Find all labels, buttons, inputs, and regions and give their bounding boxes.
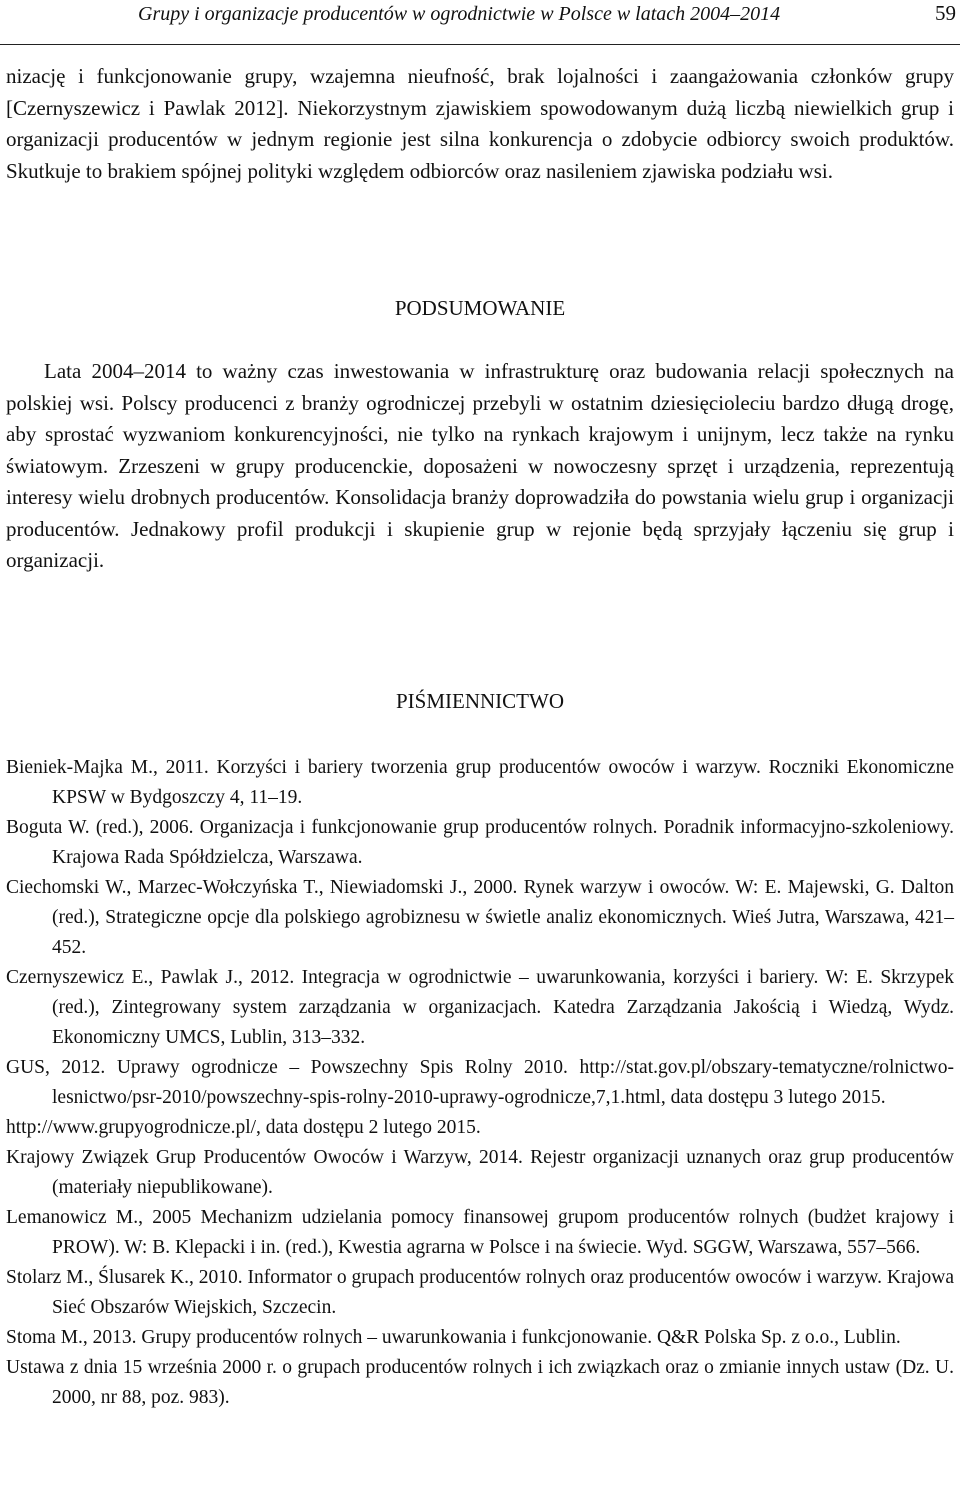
reference-item: Boguta W. (red.), 2006. Organizacja i funkcjonowanie grup producentów rolnych. Poradnik informacyjno-szkoleniowy. Krajowa Rada Spółdzielcza, Warszawa. [6, 817, 954, 868]
references-list [6, 753, 954, 1413]
reference-item: GUS, 2012. Uprawy ogrodnicze – Powszechny Spis Rolny 2010. http://stat.gov.pl/obszary-tematyczne/rolnictwo-lesnictwo/psr-2010/powszechny-spis-rolny-2010-uprawy-ogrodnicze,7,1.html, data dostępu 3 lutego 2015. [6, 1057, 954, 1108]
running-title: Grupy i organizacje producentów w ogrodnictwie w Polsce w latach 2004–2014 [138, 3, 781, 25]
reference-item: Ciechomski W., Marzec-Wołczyńska T., Niewiadomski J., 2000. Rynek warzyw i owoców. W: E. Majewski, G. Dalton (red.), Strategiczne opcje dla polskiego agrobiznesu w świetle analiz ekonomicznych. Wieś Jutra, Warszawa, 421–452. [6, 877, 954, 958]
reference-item: Bieniek-Majka M., 2011. Korzyści i bariery tworzenia grup producentów owoców i warzyw. Roczniki Ekonomiczne KPSW w Bydgoszczy 4, 11–19. [6, 757, 954, 808]
reference-item: Ustawa z dnia 15 września 2000 r. o grupach producentów rolnych i ich związkach oraz o zmianie innych ustaw (Dz. U. 2000, nr 88, poz. 983). [6, 1357, 954, 1408]
reference-item: Lemanowicz M., 2005 Mechanizm udzielania pomocy finansowej grupom producentów rolnych (budżet krajowy i PROW). W: B. Klepacki i in. (red.), Kwestia agrarna w Polsce i na świecie. Wyd. SGGW, Warszawa, 557–566. [6, 1207, 954, 1258]
summary-heading: PODSUMOWANIE [394, 296, 566, 320]
reference-item: Krajowy Związek Grup Producentów Owoców i Warzyw, 2014. Rejestr organizacji uznanych oraz grup producentów (materiały niepublikowane). [6, 1147, 954, 1198]
reference-item: Czernyszewicz E., Pawlak J., 2012. Integracja w ogrodnictwie – uwarunkowania, korzyści i bariery. W: E. Skrzypek (red.), Zintegrowany system zarządzania w organizacjach. Katedra Zarządzania Jakością i Wiedzą, Wydz. Ekonomiczny UMCS, Lublin, 313–332. [6, 967, 954, 1048]
page-number: 59 [935, 1, 956, 25]
body-paragraph-continuation: nizację i funkcjonowanie grupy, wzajemna nieufność, brak lojalności i zaangażowania członków grupy [Czernyszewicz i Pawlak 2012]. Niekorzystnym zjawiskiem spowodowanym dużą liczbą niewielkich grup i organizacji producentów w jednym regionie jest silna konkurencja o zdobycie odbiorcy swoich produktów. Skutkuje to brakiem spójnej polityki względem odbiorców oraz nasileniem zjawiska podziału wsi. [6, 64, 954, 183]
running-header [0, 0, 960, 45]
references-heading: PIŚMIENNICTWO [396, 689, 564, 713]
reference-item: Stolarz M., Ślusarek K., 2010. Informator o grupach producentów rolnych oraz producentów owoców i warzyw. Krajowa Sieć Obszarów Wiejskich, Szczecin. [6, 1267, 955, 1318]
reference-item: Stoma M., 2013. Grupy producentów rolnych – uwarunkowania i funkcjonowanie. Q&R Polska Sp. z o.o., Lublin. [6, 1327, 901, 1348]
reference-item: http://www.grupyogrodnicze.pl/, data dostępu 2 lutego 2015. [6, 1117, 481, 1138]
summary-paragraph: Lata 2004–2014 to ważny czas inwestowania w infrastrukturę oraz budowania relacji społecznych na polskiej wsi. Polscy producenci z branży ogrodniczej przebyli w ostatnim dziesięcioleciu bardzo długą drogę, aby sprostać wyzwaniom konkurencyjności, nie tylko na rynkach krajowym i unijnym, lecz także na rynku światowym. Zrzeszeni w grupy producenckie, doposażeni w nowoczesny sprzęt i urządzenia, reprezentują interesy wielu drobnych producentów. Konsolidacja branży doprowadziła do powstania wielu grup i organizacji producentów. Jednakowy profil produkcji i skupienie grup w rejonie będą sprzyjały łączeniu się grup i organizacji. [6, 359, 954, 572]
